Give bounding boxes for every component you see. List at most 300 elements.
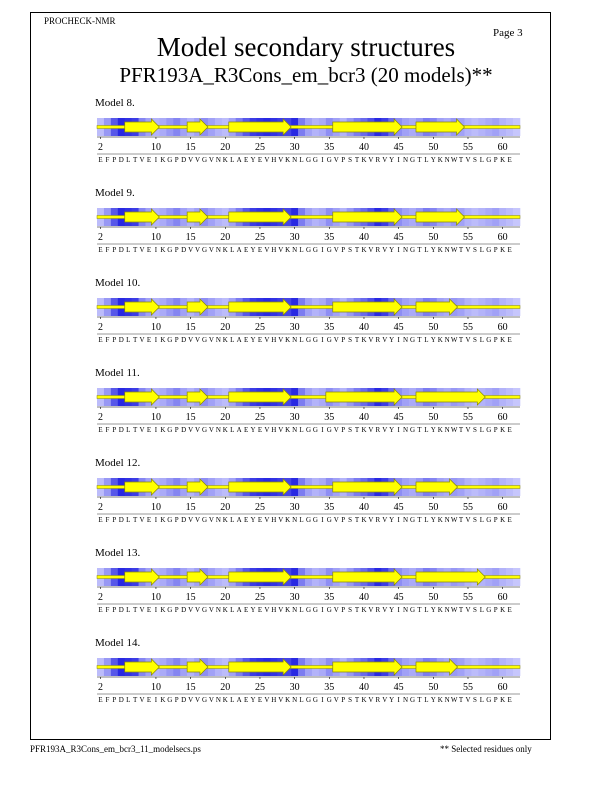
sequence-letter: V [195, 246, 201, 254]
sequence-letter: S [472, 606, 477, 614]
sequence-letter: P [493, 516, 498, 524]
sequence-letter: T [458, 606, 464, 614]
sequence-letter: G [486, 156, 492, 164]
sequence-letter: L [230, 606, 235, 614]
sequence-letter: E [257, 516, 263, 524]
sequence-letter: G [486, 246, 492, 254]
sequence-letter: E [257, 606, 263, 614]
axis-tick-label: 55 [462, 232, 473, 243]
axis-tick-label: 50 [428, 142, 439, 153]
sequence-letter: K [285, 156, 291, 164]
sequence-letter: K [500, 246, 506, 254]
sequence-letter: N [215, 696, 221, 704]
axis-tick-label: 2 [97, 142, 103, 153]
axis-tick-label: 30 [289, 592, 300, 603]
axis-tick-label: 20 [220, 502, 231, 513]
sequence-letter: A [236, 606, 242, 614]
sequence-letter: K [437, 246, 443, 254]
sequence-letter: V [368, 246, 374, 254]
sequence-letter: D [118, 516, 124, 524]
axis-tick-label: 45 [393, 412, 404, 423]
axis-tick-label: 25 [254, 412, 265, 423]
sequence-letter: E [507, 156, 512, 164]
sequence-letter: L [126, 156, 131, 164]
sequence-letter: V [333, 696, 339, 704]
sequence-letter: Y [250, 426, 256, 434]
sequence-letter: K [285, 246, 291, 254]
sequence-letter: V [208, 516, 214, 524]
sequence-letter: N [444, 156, 450, 164]
sequence-letter: N [403, 336, 409, 344]
sequence-letter: G [312, 606, 318, 614]
sequence-letter: D [118, 246, 124, 254]
sequence-letter: V [278, 246, 284, 254]
sequence-letter: E [257, 426, 263, 434]
axis-tick-label: 40 [358, 592, 369, 603]
sequence-letter: G [167, 426, 173, 434]
sequence-letter: N [292, 606, 298, 614]
sequence-letter: V [139, 156, 145, 164]
sequence-letter: F [105, 696, 110, 704]
sequence-letter: G [326, 336, 332, 344]
sequence-letter: G [305, 606, 312, 614]
sequence-letter: S [472, 156, 477, 164]
sequence-letter: Y [389, 696, 395, 704]
sequence-letter: E [146, 336, 152, 344]
sequence-letter: T [458, 336, 464, 344]
sequence-letter: N [403, 156, 409, 164]
sequence-letter: G [326, 246, 332, 254]
axis-tick-label: 2 [97, 502, 103, 513]
sequence-letter: V [382, 516, 388, 524]
sequence-letter: T [417, 696, 422, 704]
sequence-letter: H [271, 426, 277, 434]
model-structure-plot [90, 656, 530, 738]
model-label: Model 8. [95, 97, 135, 109]
sequence-letter: V [188, 426, 194, 434]
axis-tick-label: 45 [393, 232, 404, 243]
sequence-letter: G [409, 156, 416, 164]
sequence-letter: L [424, 156, 429, 164]
sequence-letter: A [236, 246, 242, 254]
sequence-letter: V [188, 696, 194, 704]
sequence-letter: N [444, 336, 450, 344]
axis-tick-label: 45 [393, 142, 404, 153]
model-structure-plot [90, 476, 530, 558]
sequence-letter: K [500, 696, 506, 704]
sequence-letter: V [188, 336, 194, 344]
axis-tick-label: 40 [358, 232, 369, 243]
sequence-letter: L [126, 606, 131, 614]
axis-tick-label: 2 [97, 322, 103, 333]
sequence-letter: V [195, 156, 201, 164]
axis-tick-label: 55 [462, 682, 473, 693]
sequence-letter: I [397, 426, 400, 434]
sequence-letter: Y [250, 156, 256, 164]
sequence-letter: L [479, 246, 485, 254]
axis-tick-label: 25 [254, 592, 265, 603]
axis-tick-label: 30 [289, 412, 300, 423]
axis-tick-label: 25 [254, 142, 265, 153]
page-subtitle: PFR193A_R3Cons_em_bcr3 (20 models)** [119, 63, 493, 87]
sequence-letter: N [444, 246, 450, 254]
axis-tick-label: 10 [150, 142, 161, 153]
axis-tick-label: 60 [497, 592, 508, 603]
sequence-letter: L [299, 516, 304, 524]
sequence-letter: T [417, 606, 422, 614]
sequence-letter: S [472, 696, 477, 704]
sequence-letter: T [132, 516, 138, 524]
sequence-letter: P [493, 426, 498, 434]
sequence-letter: V [382, 426, 388, 434]
sequence-letter: L [424, 606, 429, 614]
sequence-letter: E [507, 696, 512, 704]
sequence-letter: E [507, 516, 512, 524]
sequence-letter: K [437, 336, 443, 344]
sequence-letter: K [285, 336, 291, 344]
sequence-letter: W [450, 696, 458, 704]
model-structure-plot [90, 116, 530, 198]
sequence-letter: G [201, 516, 208, 524]
sequence-letter: E [243, 516, 249, 524]
axis-tick-label: 25 [254, 682, 265, 693]
sequence-letter: K [222, 336, 228, 344]
sequence-letter: G [486, 426, 492, 434]
sequence-letter: W [450, 606, 458, 614]
sequence-letter: H [271, 246, 277, 254]
model-structure-plot [90, 386, 530, 468]
sequence-letter: V [139, 696, 145, 704]
sequence-letter: Y [389, 246, 395, 254]
sequence-letter: E [146, 156, 152, 164]
sequence-letter: S [348, 606, 353, 614]
sequence-letter: K [500, 516, 506, 524]
sequence-letter: E [98, 156, 103, 164]
sequence-letter: P [112, 156, 117, 164]
sequence-letter: V [264, 516, 270, 524]
sequence-letter: L [424, 246, 429, 254]
sequence-letter: V [188, 246, 194, 254]
sequence-letter: D [118, 606, 124, 614]
sequence-letter: I [154, 696, 158, 704]
sequence-letter: L [299, 336, 304, 344]
axis-tick-label: 15 [185, 412, 196, 423]
sequence-letter: P [493, 156, 498, 164]
sequence-letter: Y [250, 246, 256, 254]
sequence-letter: P [341, 336, 346, 344]
sequence-letter: L [299, 156, 304, 164]
sequence-letter: K [500, 606, 506, 614]
sequence-letter: P [493, 606, 498, 614]
sequence-letter: N [292, 156, 298, 164]
sequence-letter: E [146, 246, 152, 254]
sequence-letter: G [201, 156, 208, 164]
sequence-letter: L [299, 696, 304, 704]
sequence-letter: K [437, 156, 443, 164]
sequence-letter: Y [430, 696, 436, 704]
sequence-letter: D [181, 606, 187, 614]
sequence-letter: K [222, 426, 228, 434]
sequence-letter: V [278, 156, 284, 164]
sequence-letter: V [382, 696, 388, 704]
sequence-letter: L [479, 606, 485, 614]
sequence-letter: I [321, 696, 324, 704]
sequence-letter: N [215, 516, 221, 524]
axis-tick-label: 60 [497, 412, 508, 423]
sequence-letter: I [397, 606, 400, 614]
axis-tick-label: 15 [185, 232, 196, 243]
sequence-letter: G [486, 606, 492, 614]
sequence-letter: N [215, 156, 221, 164]
axis-tick-label: 50 [428, 502, 439, 513]
sequence-letter: P [112, 246, 117, 254]
sequence-letter: L [424, 516, 429, 524]
sequence-letter: V [195, 426, 201, 434]
sequence-letter: E [507, 426, 512, 434]
sequence-letter: L [230, 246, 235, 254]
sequence-letter: E [257, 156, 263, 164]
sequence-letter: K [160, 696, 166, 704]
sequence-letter: F [105, 156, 110, 164]
sequence-letter: K [222, 606, 228, 614]
sequence-letter: E [257, 336, 263, 344]
sequence-letter: N [215, 606, 221, 614]
sequence-letter: D [181, 426, 187, 434]
sequence-letter: T [458, 246, 464, 254]
sequence-letter: V [368, 336, 374, 344]
sequence-letter: L [230, 696, 235, 704]
sequence-letter: L [479, 426, 485, 434]
sequence-letter: G [312, 156, 318, 164]
sequence-letter: K [285, 426, 291, 434]
axis-tick-label: 50 [428, 682, 439, 693]
sequence-letter: V [368, 156, 374, 164]
sequence-letter: N [215, 426, 221, 434]
sequence-letter: V [195, 516, 201, 524]
sequence-letter: E [98, 696, 103, 704]
sequence-letter: E [146, 516, 152, 524]
sequence-letter: L [424, 336, 429, 344]
sequence-text [98, 606, 511, 614]
axis-tick-label: 50 [428, 412, 439, 423]
sequence-letter: F [105, 516, 110, 524]
sequence-letter: S [348, 336, 353, 344]
sequence-letter: V [368, 426, 374, 434]
axis-tick-label: 20 [220, 232, 231, 243]
axis-tick-label: 50 [428, 592, 439, 603]
sequence-letter: V [382, 606, 388, 614]
sequence-letter: D [118, 336, 124, 344]
sequence-letter: G [305, 696, 312, 704]
sequence-letter: K [361, 426, 367, 434]
sequence-letter: T [354, 336, 360, 344]
sequence-letter: W [450, 336, 458, 344]
sequence-letter: P [174, 696, 179, 704]
sequence-letter: K [160, 246, 166, 254]
axis-tick-label: 10 [150, 322, 161, 333]
sequence-letter: T [132, 336, 138, 344]
sequence-letter: V [333, 426, 339, 434]
sequence-letter: K [222, 516, 228, 524]
sequence-letter: N [444, 606, 450, 614]
sequence-letter: P [112, 606, 117, 614]
sequence-letter: G [201, 336, 208, 344]
axis-tick-label: 10 [150, 502, 161, 513]
sequence-letter: G [305, 426, 312, 434]
sequence-letter: S [472, 246, 477, 254]
sequence-letter: V [264, 696, 270, 704]
axis-tick-label: 35 [324, 502, 335, 513]
sequence-letter: L [479, 696, 485, 704]
axis-tick-label: 25 [254, 232, 265, 243]
axis-tick-label: 2 [97, 682, 103, 693]
sequence-letter: G [326, 696, 332, 704]
sequence-letter: G [486, 516, 492, 524]
sequence-letter: Y [389, 606, 395, 614]
sequence-letter: T [354, 606, 360, 614]
sequence-letter: H [271, 516, 277, 524]
sequence-letter: K [160, 426, 166, 434]
sequence-letter: E [98, 516, 103, 524]
axis-tick-label: 2 [97, 232, 103, 243]
axis-tick-label: 45 [393, 502, 404, 513]
sequence-letter: D [181, 696, 187, 704]
sequence-letter: A [236, 426, 242, 434]
axis-tick-label: 60 [497, 322, 508, 333]
sequence-letter: L [424, 426, 429, 434]
sequence-letter: T [354, 246, 360, 254]
axis-tick-label: 10 [150, 412, 161, 423]
sequence-text [98, 516, 511, 524]
sequence-letter: A [236, 156, 242, 164]
sequence-letter: V [382, 156, 388, 164]
sequence-text [98, 336, 511, 344]
axis-tick-label: 40 [358, 322, 369, 333]
sequence-letter: T [417, 516, 422, 524]
axis-tick-label: 55 [462, 322, 473, 333]
axis-tick-label: 15 [185, 502, 196, 513]
sequence-letter: E [98, 336, 103, 344]
sequence-letter: L [230, 516, 235, 524]
sequence-letter: G [167, 516, 173, 524]
axis-tick-label: 40 [358, 682, 369, 693]
sequence-letter: G [167, 156, 173, 164]
sequence-letter: E [507, 606, 512, 614]
sequence-letter: V [333, 606, 339, 614]
sequence-letter: A [236, 516, 242, 524]
sequence-letter: G [305, 246, 312, 254]
sequence-letter: Y [389, 336, 395, 344]
sequence-text [98, 156, 511, 164]
sequence-letter: G [201, 606, 208, 614]
axis-tick-label: 20 [220, 592, 231, 603]
sequence-letter: K [437, 426, 443, 434]
sequence-letter: P [341, 606, 346, 614]
sequence-letter: V [139, 246, 145, 254]
sequence-letter: T [458, 696, 464, 704]
axis-tick-label: 30 [289, 322, 300, 333]
sequence-letter: K [285, 696, 291, 704]
sequence-letter: L [299, 246, 304, 254]
sequence-letter: P [174, 156, 179, 164]
sequence-letter: K [361, 336, 367, 344]
sequence-letter: F [105, 336, 110, 344]
sequence-letter: T [417, 336, 422, 344]
sequence-letter: Y [430, 426, 436, 434]
sequence-letter: V [382, 336, 388, 344]
sequence-letter: N [292, 516, 298, 524]
sequence-letter: V [382, 246, 388, 254]
sequence-letter: P [341, 426, 346, 434]
sequence-letter: I [154, 156, 158, 164]
sequence-letter: V [368, 696, 374, 704]
axis-tick-label: 15 [185, 142, 196, 153]
footer-note: ** Selected residues only [440, 744, 532, 754]
sequence-letter: K [361, 156, 367, 164]
sequence-letter: W [450, 156, 458, 164]
sequence-letter: E [146, 606, 152, 614]
sequence-letter: N [292, 246, 298, 254]
sequence-letter: V [208, 426, 214, 434]
sequence-letter: V [278, 606, 284, 614]
axis-tick-label: 40 [358, 412, 369, 423]
sequence-letter: L [230, 336, 235, 344]
axis-tick-label: 15 [185, 682, 196, 693]
sequence-letter: T [354, 696, 360, 704]
sequence-letter: Y [250, 336, 256, 344]
sequence-letter: R [375, 426, 381, 434]
sequence-letter: A [236, 696, 242, 704]
sequence-letter: T [132, 426, 138, 434]
sequence-letter: R [375, 156, 381, 164]
sequence-letter: N [292, 336, 298, 344]
sequence-letter: V [465, 516, 471, 524]
axis-tick-label: 30 [289, 232, 300, 243]
sequence-letter: P [174, 246, 179, 254]
sequence-letter: A [236, 336, 242, 344]
sequence-letter: L [126, 336, 131, 344]
sequence-letter: L [126, 516, 131, 524]
sequence-letter: G [167, 696, 173, 704]
sequence-letter: P [174, 606, 179, 614]
sequence-letter: I [321, 246, 324, 254]
model-label: Model 10. [95, 277, 141, 289]
sequence-letter: S [472, 336, 477, 344]
axis-tick-label: 35 [324, 232, 335, 243]
sequence-letter: P [341, 156, 346, 164]
sequence-letter: G [312, 516, 318, 524]
sequence-letter: T [132, 606, 138, 614]
sequence-letter: V [368, 516, 374, 524]
sequence-letter: V [208, 606, 214, 614]
sequence-letter: V [278, 426, 284, 434]
sequence-letter: S [348, 246, 353, 254]
sequence-letter: N [403, 516, 409, 524]
sequence-letter: K [437, 516, 443, 524]
sequence-letter: V [208, 246, 214, 254]
sequence-letter: N [444, 426, 450, 434]
sequence-letter: S [348, 426, 353, 434]
sequence-letter: N [444, 696, 450, 704]
sequence-letter: K [361, 696, 367, 704]
sequence-letter: N [403, 606, 409, 614]
sequence-letter: T [417, 426, 422, 434]
sequence-letter: L [479, 336, 485, 344]
sequence-letter: I [397, 246, 400, 254]
sequence-letter: E [257, 696, 263, 704]
sequence-letter: E [507, 336, 512, 344]
sequence-letter: V [333, 336, 339, 344]
